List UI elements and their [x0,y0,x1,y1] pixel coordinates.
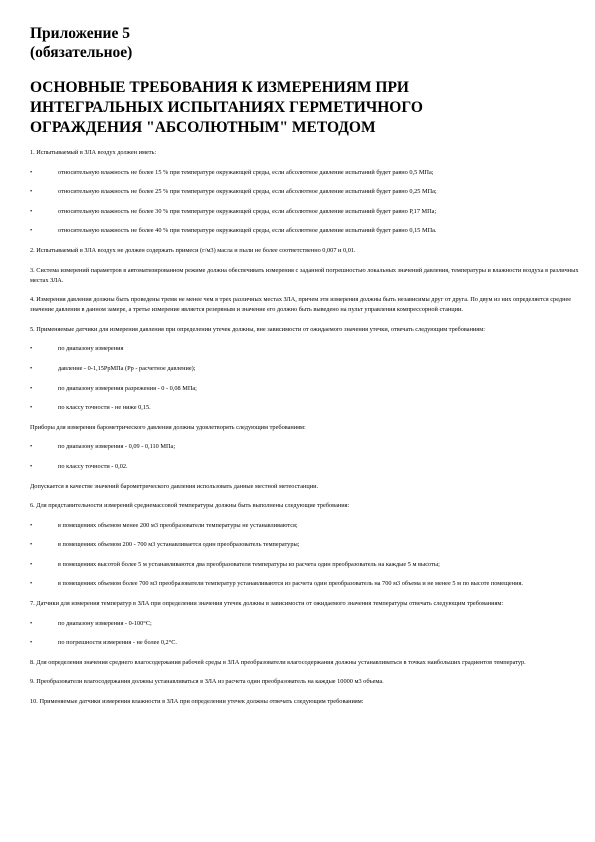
bullet-item [30,226,580,236]
bullet-item [30,187,580,197]
bullet-text: в помещениях объемом более 700 м3 преобразователи температур устанавливаются из расчета один преобразователь на 700 м3 объема и не менее 5 м по высоте помещения. [58,580,523,588]
bullet-item [30,619,580,629]
bullet-text: в помещениях объемом 200 - 700 м3 устанавливается один преобразователь температуры; [58,541,300,549]
document-page [30,24,580,717]
bullet-text: по классу точности - 0,02. [58,462,128,470]
paragraph: 1. Испытываемый в ЗЛА воздух должен иметь: [30,149,157,156]
bullet-text: в помещениях высотой более 5 м устанавливаются два преобразователя температуры из расчета один преобразователь на каждые 5 м высоты; [58,560,440,568]
title-line: ОСНОВНЫЕ ТРЕБОВАНИЯ К ИЗМЕРЕНИЯМ ПРИ [30,79,409,96]
document-body [30,148,580,707]
bullet-icon: • [30,188,33,196]
document-title [30,78,580,138]
paragraph: Допускается в качестве значений барометрического давления использовать данные местной метеостанции. [30,482,319,490]
paragraph: Приборы для измерения барометрического давления должны удовлетворять следующим требованиям: [30,423,306,431]
bullet-icon: • [30,521,33,529]
bullet-item [30,521,580,531]
bullet-text: давление - 0-1,15РрМПа (Рр - расчетное давление); [58,364,196,372]
bullet-icon: • [30,207,33,215]
bullet-item [30,540,580,550]
bullet-icon: • [30,619,33,627]
bullet-text: по диапазону измерения - 0,09 - 0,110 МПа; [58,443,176,451]
bullet-item [30,344,580,354]
bullet-item [30,364,580,374]
paragraph: 3. Система измерений параметров в автоматизированном режиме должна обеспечивать измерения с заданной погрешностью локальных значений давления, температуры и влажности воздуха в различных местах ЗЛА. [30,266,579,284]
paragraph: 2. Испытываемый в ЗЛА воздух не должен содержать примеси (г/м3) масла и пыли не более соответственно 0,007 и 0,01. [30,246,356,254]
bullet-icon: • [30,580,33,588]
appendix-number: Приложение 5 [30,25,130,42]
bullet-item [30,560,580,570]
paragraph: 5. Применяемые датчики для измерения давления при определении утечек должны, вне зависимости от ожидаемого значения утечки, отвечать следующим требованиям: [30,325,485,333]
bullet-text: по диапазону измерения - 0-100°С; [58,619,152,627]
bullet-text: по классу точности - не ниже 0,15. [58,404,151,412]
bullet-text: по диапазону измерения [58,345,124,353]
bullet-item [30,384,580,394]
paragraph: 9. Преобразователи влагосодержания должны устанавливаться в ЗЛА из расчета один преобразователь на каждые 10000 м3 объема. [30,678,384,686]
bullet-icon: • [30,443,33,451]
bullet-icon: • [30,541,33,549]
bullet-icon: • [30,404,33,412]
paragraph: 10. Применяемые датчики измерения влажности в ЗЛА при определении утечек должны отвечать следующим требованиям: [30,698,364,706]
bullet-text: по погрешности измерения - не более 0,2°С. [58,639,178,647]
paragraph: 7. Датчики для измерения температур в ЗЛА при определении значения утечек должны в зависимости от ожидаемого значения температуры отвечать следующим требованиям: [30,600,504,608]
bullet-item [30,403,580,413]
bullet-icon: • [30,462,33,470]
paragraph: 6. Для представительности измерений среднемассовой температуры должны быть выполнены следующие требования: [30,502,350,510]
bullet-icon: • [30,560,33,568]
bullet-text: в помещениях объемом менее 200 м3 преобразователи температуры не устанавливаются; [58,521,298,529]
title-line: ИНТЕГРАЛЬНЫХ ИСПЫТАНИЯХ ГЕРМЕТИЧНОГО [30,99,423,116]
paragraph: 4. Измерения давления должны быть проведены тремя не менее чем в трех различных местах ЗЛА, причем эти измерения должны быть независимы друг от друга. По двум из них определяется среднее значение давления в данном замере, а третье измерение является резервным и значение его должно быть выведено на пульт управления компрессорной станции. [30,296,572,314]
title-line: ОГРАЖДЕНИЯ "АБСОЛЮТНЫМ" МЕТОДОМ [30,119,376,136]
bullet-text: относительную влажность не более 15 % при температуре окружающей среды, если абсолютное давление испытаний будет равно 0,5 МПа; [58,168,434,176]
bullet-item [30,638,580,648]
appendix-status: (обязательное) [30,44,133,61]
bullet-item [30,462,580,472]
bullet-icon: • [30,384,33,392]
bullet-item [30,579,580,589]
bullet-text: относительную влажность не более 40 % при температуре окружающей среды, если абсолютное давление испытаний будет равно 0,15 МПа. [58,227,437,235]
bullet-icon: • [30,639,33,647]
bullet-icon: • [30,168,33,176]
bullet-icon: • [30,364,33,372]
bullet-item [30,442,580,452]
bullet-item [30,168,580,178]
paragraph: 8. Для определения значения среднего влагосодержания рабочей среды в ЗЛА преобразователи влагосодержания должны устанавливаться в точках наибольших градиентов температур. [30,658,526,666]
bullet-text: относительную влажность не более 30 % при температуре окружающей среды, если абсолютное давление испытаний будет равно Р,17 МПа; [58,207,437,215]
bullet-text: по диапазону измерения разрежения - 0 - 0,08 МПа; [58,384,197,392]
bullet-icon: • [30,345,33,353]
bullet-icon: • [30,227,33,235]
bullet-text: относительную влажность не более 25 % при температуре окружающей среды, если абсолютное давление испытаний будет равно 0,25 МПа; [58,188,437,196]
bullet-item [30,207,580,217]
